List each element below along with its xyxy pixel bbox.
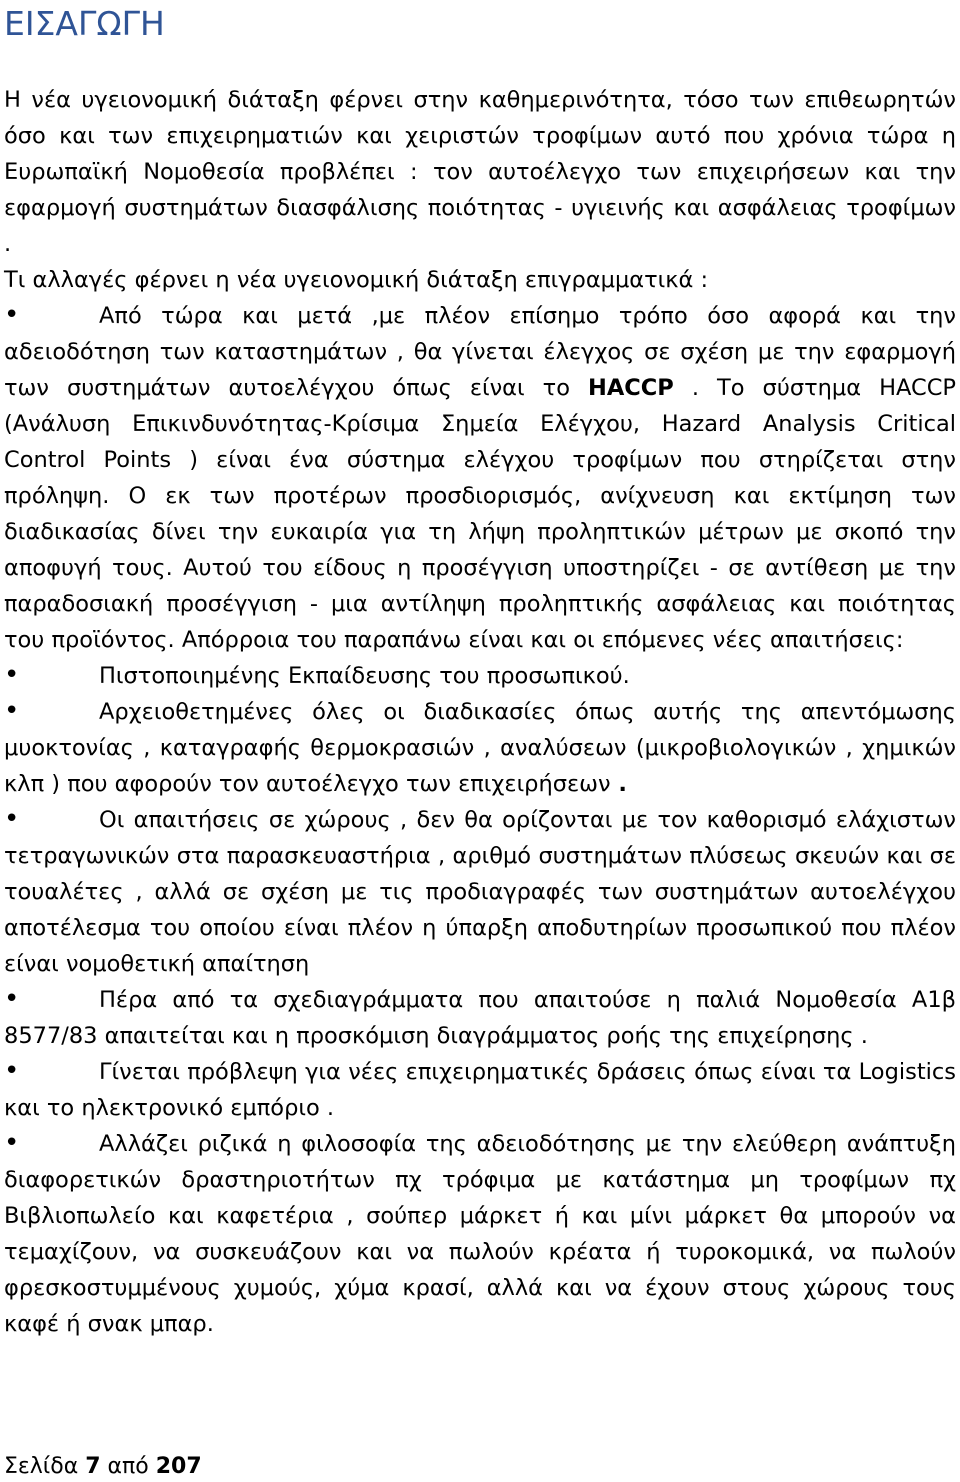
heading-text: ΕΙΣΑΓΩΓΗ bbox=[4, 4, 165, 43]
bullet-text: Οι απαιτήσεις σε χώρους , δεν θα ορίζονται με τον καθορισμό ελάχιστων τετραγωνικών στα παρασκευαστήρια , αριθμό συστημάτων πλύσεως σκευών και σε τουαλέτες , αλλά σε σχέση με τις προδιαγραφές των συστημάτων αυτοελέγχου αποτέλεσμα του οποίου είναι πλέον η ύπαρξη αποδυτηρίων προσωπικού που πλέον είναι νομοθετική απαίτηση bbox=[4, 807, 956, 977]
bullet-item-training bbox=[4, 658, 956, 694]
bullet-icon bbox=[4, 1126, 99, 1162]
bullet-text-continued: . Το σύστημα HACCP (Ανάλυση Επικινδυνότητας-Κρίσιμα Σημεία Ελέγχου, Hazard Analysis Critical Control Points ) είναι ένα σύστημα ελέγχου τροφίμων που στηρίζεται στην πρόληψη. Ο εκ των προτέρων προσδιορισμός, ανίχνευση και εκτίμηση των διαδικασίας δίνει την ευκαιρία για τη λήψη προληπτικών μέτρων με σκοπό την αποφυγή τους. Αυτού του είδους η προσέγγιση υποστηρίζει - σε αντίθεση με την παραδοσιακή προσέγγιση - μια αντίληψη προληπτικής ασφάλειας και ποιότητας του προϊόντος. Απόρροια του παραπάνω είναι και οι επόμενες νέες απαιτήσεις: bbox=[4, 375, 956, 653]
page-heading bbox=[4, 0, 956, 46]
bullet-item-licensing bbox=[4, 1126, 956, 1342]
haccp-bold: HACCP bbox=[588, 375, 674, 401]
bullet-text: Αρχειοθετημένες όλες οι διαδικασίες όπως αυτής της απεντόμωσης μυοκτονίας , καταγραφής θερμοκρασιών , αναλύσεων (μικροβιολογικών , χημικών κλπ ) που αφορούν τον αυτοέλεγχο των επιχειρήσεων bbox=[4, 699, 956, 797]
document-page bbox=[4, 0, 956, 1342]
bullet-text: Πιστοποιημένης Εκπαίδευσης του προσωπικού. bbox=[99, 663, 630, 689]
page-footer bbox=[4, 1452, 202, 1482]
bullet-end: . bbox=[610, 771, 627, 797]
bullet-icon bbox=[4, 1054, 99, 1090]
document-body bbox=[4, 82, 956, 1342]
bullet-icon bbox=[4, 694, 99, 730]
bullet-text: Από τώρα και μετά ,με πλέον επίσημο τρόπο όσο αφορά και την αδειοδότηση των καταστημάτων , θα γίνεται έλεγχος σε σχέση με την εφαρμογή των συστημάτων αυτοελέγχου όπως είναι το bbox=[4, 303, 956, 401]
bullet-icon bbox=[4, 802, 99, 838]
footer-total-pages: 207 bbox=[155, 1454, 202, 1479]
footer-page-number: 7 bbox=[85, 1454, 101, 1479]
bullet-icon bbox=[4, 982, 99, 1018]
bullet-item-haccp bbox=[4, 298, 956, 658]
bullet-text: Γίνεται πρόβλεψη για νέες επιχειρηματικές δράσεις όπως είναι τα Logistics και το ηλεκτρονικό εμπόριο . bbox=[4, 1059, 956, 1121]
bullet-icon bbox=[4, 298, 99, 334]
footer-label: Σελίδα bbox=[4, 1454, 79, 1479]
bullet-text: Πέρα από τα σχεδιαγράμματα που απαιτούσε η παλιά Νομοθεσία Α1β 8577/83 απαιτείται και η προσκόμιση διαγράμματος ροής της επιχείρησης . bbox=[4, 987, 956, 1049]
bullet-item-records bbox=[4, 694, 956, 802]
bullet-icon bbox=[4, 658, 99, 694]
footer-of: από bbox=[107, 1454, 149, 1479]
intro-paragraph: Η νέα υγειονομική διάταξη φέρνει στην καθημερινότητα, τόσο των επιθεωρητών όσο και των επιχειρηματιών και χειριστών τροφίμων αυτό που χρόνια τώρα η Ευρωπαϊκή Νομοθεσία προβλέπει : τον αυτοέλεγχο των επιχειρήσεων και την εφαρμογή συστημάτων διασφάλισης ποιότητας - υγιεινής και ασφάλειας τροφίμων . bbox=[4, 87, 956, 257]
bullet-item-logistics bbox=[4, 1054, 956, 1126]
bullet-text: Αλλάζει ριζικά η φιλοσοφία της αδειοδότησης με την ελεύθερη ανάπτυξη διαφορετικών δραστηριοτήτων πχ τρόφιμα με κατάστημα μη τροφίμων πχ Βιβλιοπωλείο και καφετέρια , σούπερ μάρκετ ή και μίνι μάρκετ θα μπορούν να τεμαχίζουν, να συσκευάζουν και να πωλούν κρέατα ή τυροκομικά, να πωλούν φρεσκοστυμμένους χυμούς, χύμα κρασί, αλλά και να έχουν στους χώρους τους καφέ ή σνακ μπαρ. bbox=[4, 1131, 956, 1337]
bullet-item-spaces bbox=[4, 802, 956, 982]
bullet-item-diagrams bbox=[4, 982, 956, 1054]
changes-intro: Τι αλλαγές φέρνει η νέα υγειονομική διάταξη επιγραμματικά : bbox=[4, 267, 709, 293]
